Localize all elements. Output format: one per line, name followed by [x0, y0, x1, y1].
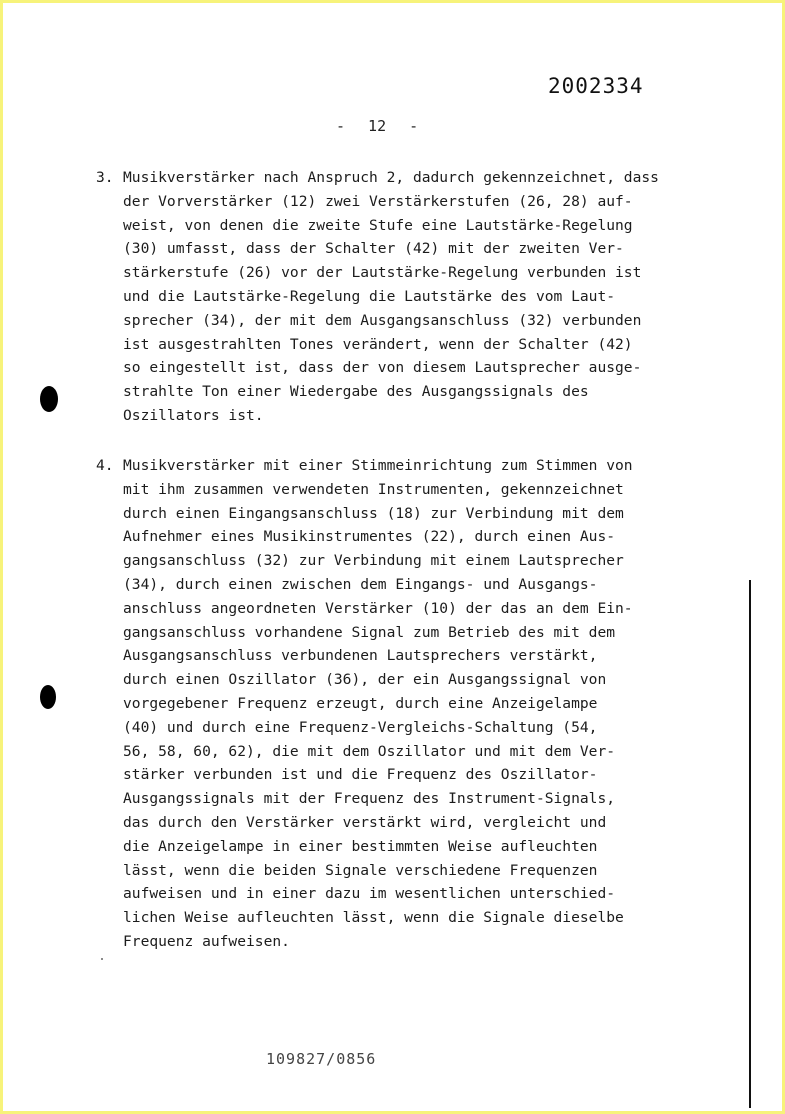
claim-line: lässt, wenn die beiden Signale verschiedene Frequenzen — [123, 861, 598, 879]
claim-line: aufweisen und in einer dazu im wesentlichen unterschied- — [123, 885, 616, 903]
scan-edge-line — [749, 580, 751, 1108]
claim-line: stärkerstufe (26) vor der Lautstärke-Regelung verbunden ist — [123, 264, 642, 282]
claim-line: Musikverstärker nach Anspruch 2, dadurch gekennzeichnet, dass — [123, 169, 659, 186]
claim-line: Aufnehmer eines Musikinstrumentes (22), durch einen Aus- — [123, 528, 616, 546]
claim-number: 3. — [96, 169, 114, 186]
claim-line: gangsanschluss (32) zur Verbindung mit einem Lautsprecher — [123, 552, 624, 570]
claim-line: gangsanschluss vorhandene Signal zum Betrieb des mit dem — [123, 623, 616, 641]
claim-line: (34), durch einen zwischen dem Eingangs- und Ausgangs- — [123, 575, 598, 593]
claim-line: weist, von denen die zweite Stufe eine Lautstärke-Regelung — [123, 216, 633, 234]
claim-line: Ausgangsanschluss verbundenen Lautsprechers verstärkt, — [123, 647, 598, 665]
document-number: 2002334 — [548, 74, 644, 98]
punch-hole — [40, 386, 58, 412]
claim-4 — [96, 454, 696, 954]
claim-line: so eingestellt ist, dass der von diesem Lautsprecher ausge- — [123, 359, 642, 377]
claim-number: 4. — [96, 457, 114, 474]
claim-line: 56, 58, 60, 62), die mit dem Oszillator und mit dem Ver- — [123, 742, 616, 760]
claim-line: Musikverstärker mit einer Stimmeinrichtung zum Stimmen von — [123, 457, 633, 474]
claim-line: stärker verbunden ist und die Frequenz des Oszillator- — [123, 766, 598, 784]
claim-line: lichen Weise aufleuchten lässt, wenn die Signale dieselbe — [123, 909, 624, 927]
scan-speck — [101, 958, 103, 960]
claim-line: strahlte Ton einer Wiedergabe des Ausgangssignals des — [123, 383, 589, 401]
claim-line: und die Lautstärke-Regelung die Lautstärke des vom Laut- — [123, 287, 616, 305]
claim-line: Frequenz aufweisen. — [123, 932, 290, 950]
claim-line: vorgegebener Frequenz erzeugt, durch eine Anzeigelampe — [123, 694, 598, 712]
claim-line: das durch den Verstärker verstärkt wird, vergleicht und — [123, 813, 607, 831]
page-number: - 12 - — [336, 117, 419, 135]
claim-line: der Vorverstärker (12) zwei Verstärkerstufen (26, 28) auf- — [123, 192, 633, 210]
claim-line: (30) umfasst, dass der Schalter (42) mit der zweiten Ver- — [123, 240, 624, 258]
claim-line: anschluss angeordneten Verstärker (10) der das an dem Ein- — [123, 599, 633, 617]
claim-line: durch einen Oszillator (36), der ein Ausgangssignal von — [123, 671, 607, 689]
footer-reference-code: 109827/0856 — [266, 1050, 377, 1068]
claim-line: (40) und durch eine Frequenz-Vergleichs-Schaltung (54, — [123, 718, 598, 736]
claim-line: mit ihm zusammen verwendeten Instrumenten, gekennzeichnet — [123, 480, 624, 498]
claim-line: Ausgangssignals mit der Frequenz des Instrument-Signals, — [123, 790, 616, 808]
punch-hole — [40, 685, 56, 709]
claim-line: die Anzeigelampe in einer bestimmten Weise aufleuchten — [123, 837, 598, 855]
claim-line: durch einen Eingangsanschluss (18) zur Verbindung mit dem — [123, 504, 624, 522]
claim-line: ist ausgestrahlten Tones verändert, wenn der Schalter (42) — [123, 335, 633, 353]
claim-line: sprecher (34), der mit dem Ausgangsanschluss (32) verbunden — [123, 311, 642, 329]
claim-3 — [96, 166, 696, 428]
claim-line: Oszillators ist. — [123, 406, 264, 424]
